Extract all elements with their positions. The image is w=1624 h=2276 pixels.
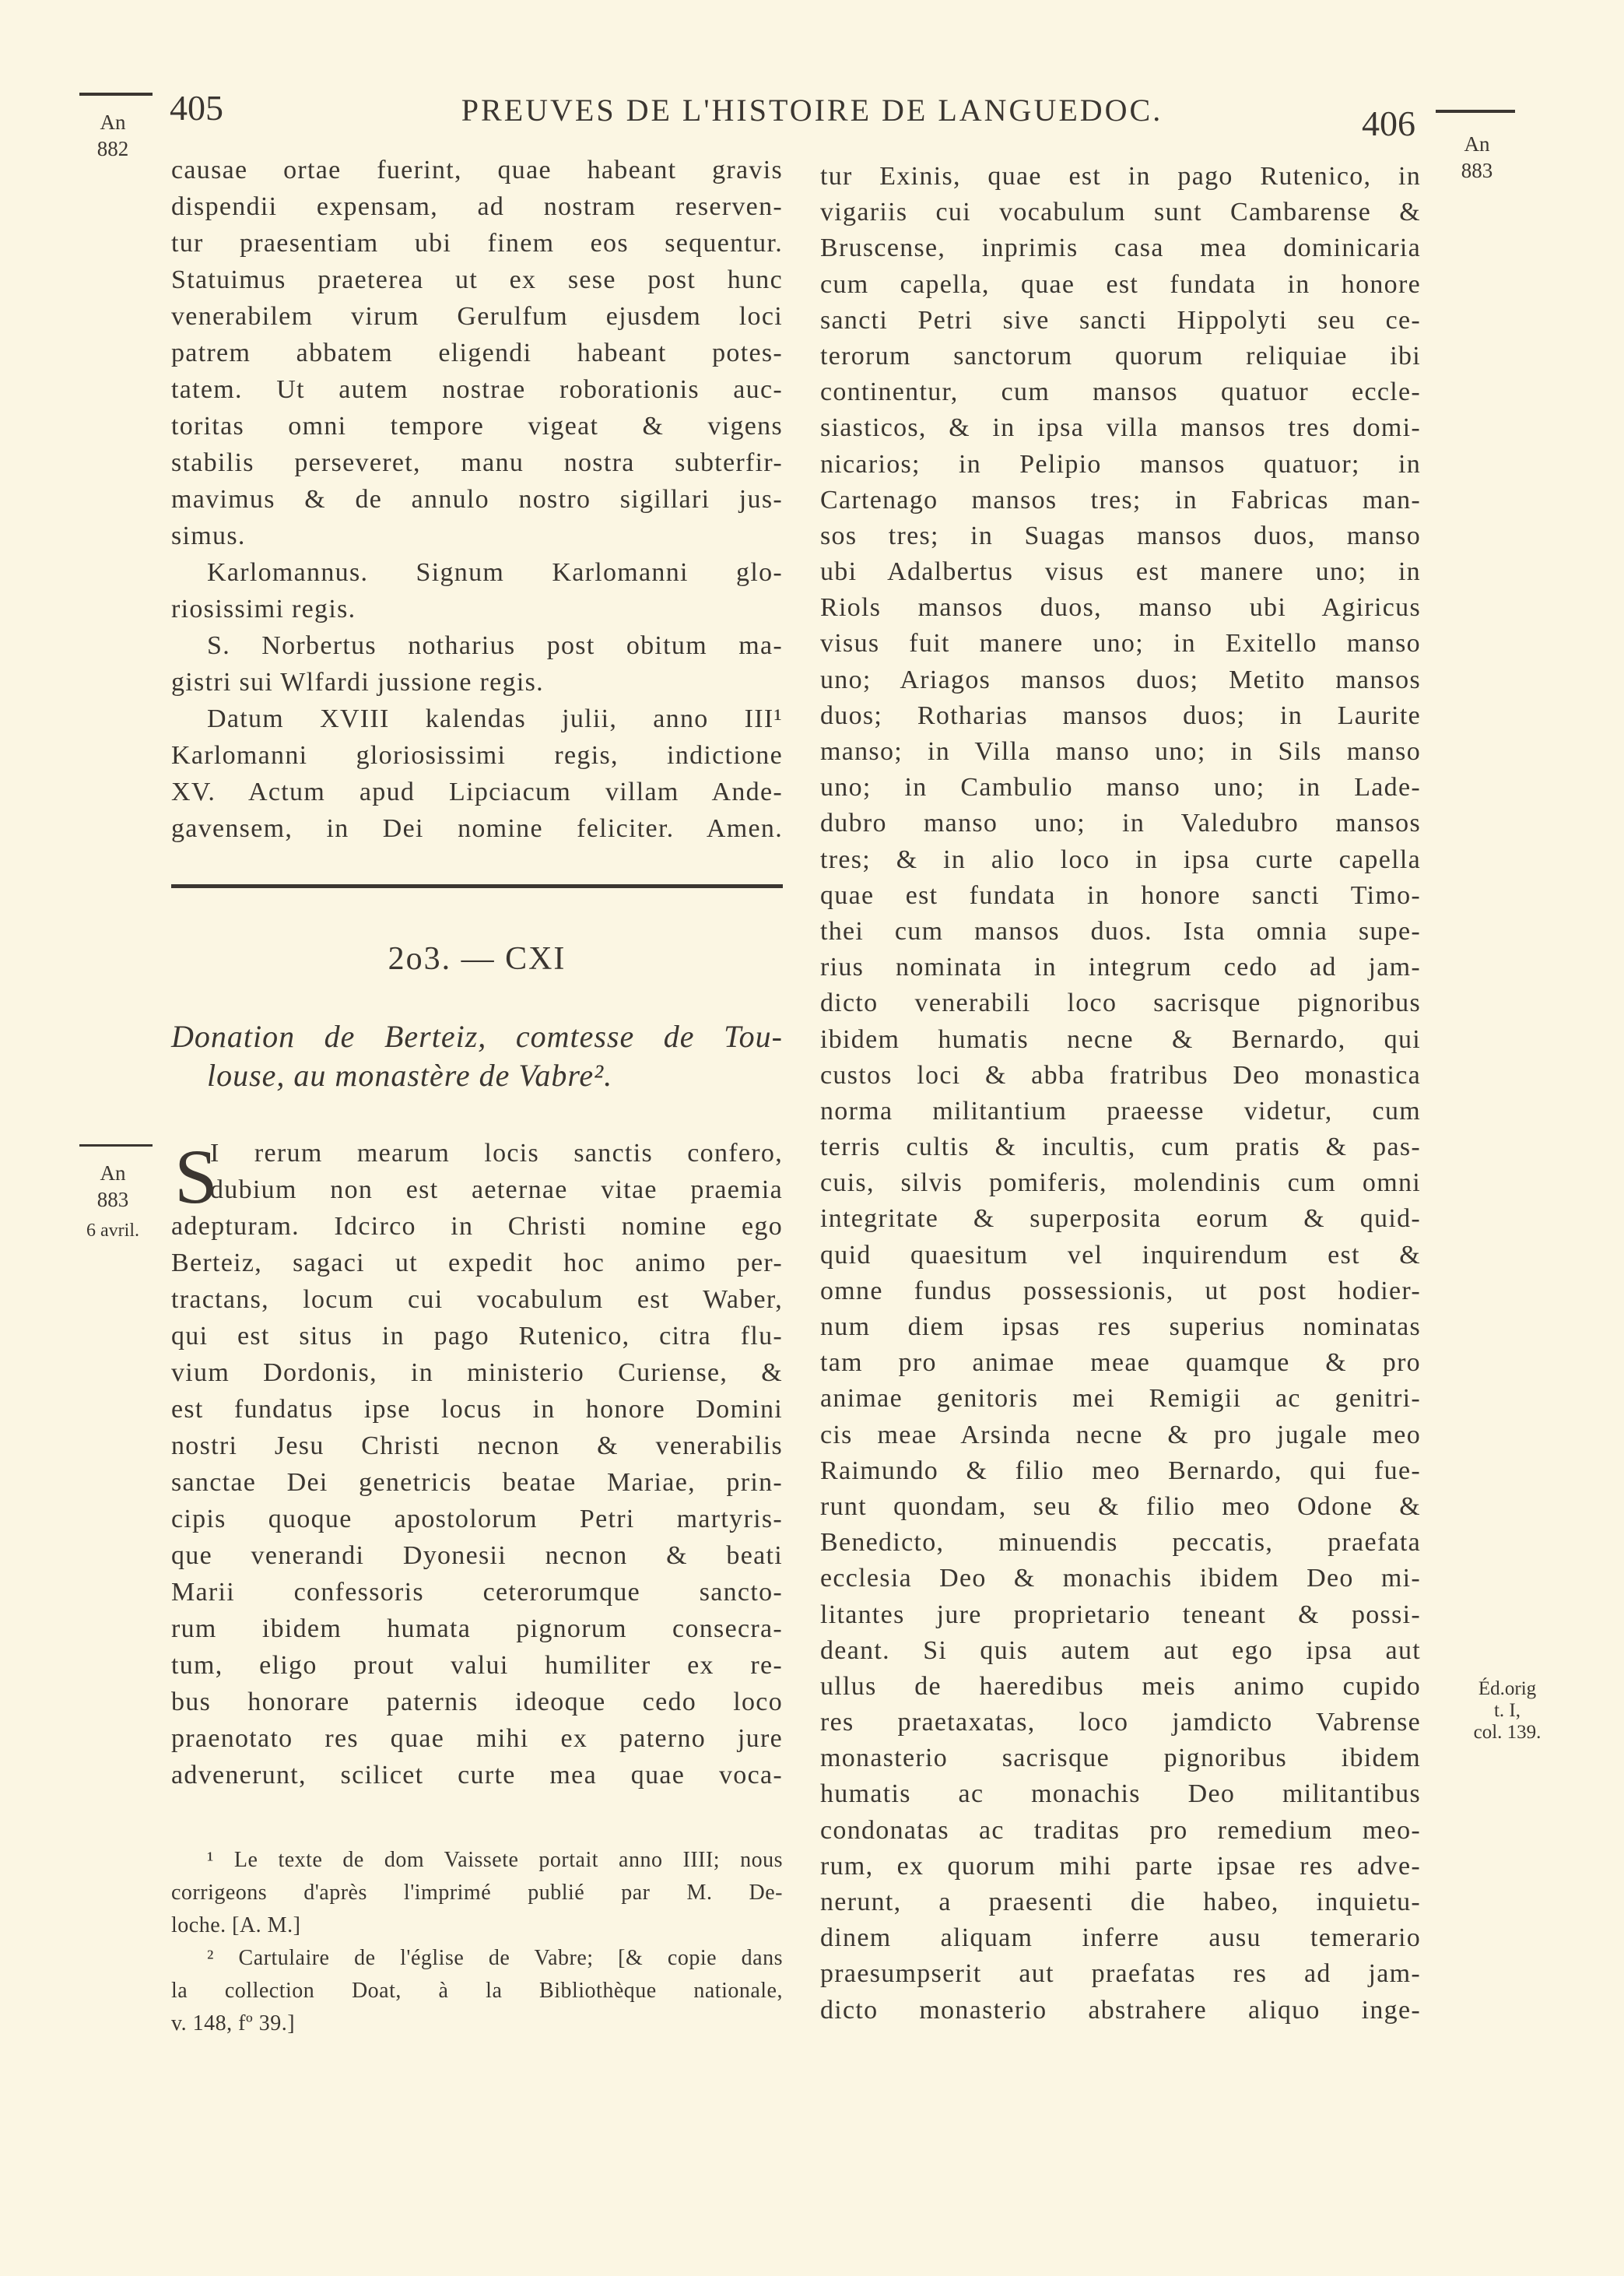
text-line: toritas omni tempore vigeat & vigens bbox=[171, 412, 783, 441]
text-line: gistri sui Wlfardi jussione regis. bbox=[171, 668, 544, 697]
left-column-charter-text bbox=[171, 1135, 783, 1793]
left-page-number: 405 bbox=[170, 88, 223, 128]
charter-number: 2o3. — CXI bbox=[388, 941, 566, 977]
section-divider-rule bbox=[171, 884, 783, 888]
footnote-line: la collection Doat, à la Bibliothèque nationale, bbox=[171, 1979, 783, 2003]
text-line: Cartenago mansos tres; in Fabricas man- bbox=[820, 485, 1421, 515]
text-line: sancti Petri sive sancti Hippolyti seu ce- bbox=[820, 305, 1421, 335]
margin-year: 882 bbox=[96, 137, 129, 160]
edition-column: col. 139. bbox=[1473, 1722, 1542, 1743]
text-line: causae ortae fuerint, quae habeant gravis bbox=[171, 156, 783, 184]
text-line: rius nominata in integrum cedo ad jam- bbox=[820, 953, 1421, 982]
text-line: patrem abbatem eligendi habeant potes- bbox=[171, 339, 783, 367]
text-line: XV. Actum apud Lipciacum villam Ande- bbox=[171, 778, 783, 806]
text-line: mavimus & de annulo nostro sigillari jus- bbox=[171, 485, 783, 514]
drop-cap: S bbox=[174, 1133, 218, 1220]
text-line: tam pro animae meae quamque & pro bbox=[820, 1348, 1421, 1378]
text-line: ibidem humatis necne & Bernardo, qui bbox=[820, 1024, 1421, 1054]
text-line: uno; Ariagos mansos duos; Metito mansos bbox=[820, 665, 1421, 694]
text-line: vium Dordonis, in ministerio Curiense, & bbox=[171, 1358, 783, 1387]
text-line: deant. Si quis autem aut ego ipsa aut bbox=[820, 1635, 1421, 1665]
text-line: integritate & superposita eorum & quid- bbox=[820, 1204, 1421, 1234]
text-line: humatis ac monachis Deo militantibus bbox=[820, 1779, 1421, 1809]
text-line: I rerum mearum locis sanctis confero, bbox=[210, 1139, 783, 1168]
margin-label: An bbox=[100, 111, 126, 134]
text-line: terorum sanctorum quorum reliquiae ibi bbox=[820, 341, 1421, 371]
text-line: ullus de haeredibus meis animo cupido bbox=[820, 1671, 1421, 1701]
margin-year-top-left bbox=[74, 109, 152, 162]
text-line: omne fundus possessionis, ut post hodier- bbox=[820, 1276, 1421, 1305]
text-line: monasterio sacrisque pignoribus ibidem bbox=[820, 1744, 1421, 1773]
text-line: sanctae Dei genetricis beatae Mariae, prin- bbox=[171, 1468, 783, 1497]
text-line: dicto monasterio abstrahere aliquo inge- bbox=[820, 1995, 1421, 2025]
margin-year: 883 bbox=[1461, 159, 1493, 182]
text-line: tatem. Ut autem nostrae roborationis auc- bbox=[171, 375, 783, 404]
left-column-continuation bbox=[171, 152, 783, 847]
text-line: continentur, cum mansos quatuor eccle- bbox=[820, 378, 1421, 407]
text-line: quae est fundata in honore sancti Timo- bbox=[820, 880, 1421, 910]
margin-date: 6 avril. bbox=[86, 1221, 139, 1241]
text-line: qui est situs in pago Rutenico, citra flu- bbox=[171, 1322, 783, 1350]
text-line: Bruscense, inprimis casa mea dominicaria bbox=[820, 234, 1421, 263]
edition-label: Éd.orig bbox=[1478, 1678, 1537, 1699]
text-line: S. Norbertus notharius post obitum ma- bbox=[207, 631, 783, 660]
text-line: dicto venerabili loco sacrisque pignoribus bbox=[820, 989, 1421, 1018]
text-line: dispendii expensam, ad nostram reserven- bbox=[171, 192, 783, 221]
margin-label: An bbox=[1464, 132, 1490, 156]
text-line: rum, ex quorum mihi parte ipsae res adve- bbox=[820, 1851, 1421, 1881]
text-line: que venerandi Dyonesii necnon & beati bbox=[171, 1541, 783, 1570]
text-line: duos; Rotharias mansos duos; in Laurite bbox=[820, 701, 1421, 730]
text-line: cis meae Arsinda necne & pro jugale meo bbox=[820, 1420, 1421, 1449]
charter-title-line-1: Donation de Berteiz, comtesse de Tou- bbox=[171, 1019, 783, 1054]
running-title: PREUVES DE L'HISTOIRE DE LANGUEDOC. bbox=[461, 93, 1163, 128]
text-line: Benedicto, minuendis peccatis, praefata bbox=[820, 1528, 1421, 1558]
margin-year: 883 bbox=[96, 1188, 129, 1211]
text-line: Statuimus praeterea ut ex sese post hunc bbox=[171, 265, 783, 294]
text-line: vigariis cui vocabulum sunt Cambarense & bbox=[820, 198, 1421, 227]
text-line: praesumpserit aut praefatas res ad jam- bbox=[820, 1959, 1421, 1989]
text-line: litantes jure proprietario teneant & possi- bbox=[820, 1600, 1421, 1629]
text-line: terris cultis & incultis, cum pratis & pas- bbox=[820, 1133, 1421, 1162]
text-line: ecclesia Deo & monachis ibidem Deo mi- bbox=[820, 1564, 1421, 1593]
footnote-line: loche. [A. M.] bbox=[171, 1913, 301, 1937]
text-line: dinem aliquam inferre ausu temerario bbox=[820, 1923, 1421, 1953]
right-column-text bbox=[820, 159, 1421, 2028]
text-line: Karlomanni gloriosissimi regis, indictione bbox=[171, 741, 783, 770]
text-line: adepturam. Idcirco in Christi nomine ego bbox=[171, 1212, 783, 1241]
text-line: est fundatus ipse locus in honore Domini bbox=[171, 1395, 783, 1424]
text-line: cuis, silvis pomiferis, molendinis cum omni bbox=[820, 1168, 1421, 1198]
text-line: cipis quoque apostolorum Petri martyris- bbox=[171, 1505, 783, 1533]
text-line: thei cum mansos duos. Ista omnia supe- bbox=[820, 916, 1421, 946]
text-line: Datum XVIII kalendas julii, anno III¹ bbox=[207, 704, 783, 733]
text-line: visus fuit manere uno; in Exitello manso bbox=[820, 629, 1421, 659]
text-line: Raimundo & filio meo Bernardo, qui fue- bbox=[820, 1456, 1421, 1485]
text-line: dubro manso uno; in Valedubro mansos bbox=[820, 809, 1421, 838]
margin-charter-date bbox=[74, 1160, 152, 1244]
text-line: animae genitoris mei Remigii ac genitri- bbox=[820, 1384, 1421, 1414]
footnotes bbox=[171, 1844, 783, 2040]
text-line: sos tres; in Suagas mansos duos, manso bbox=[820, 521, 1421, 550]
text-line: runt quondam, seu & filio meo Odone & bbox=[820, 1491, 1421, 1521]
right-page-number: 406 bbox=[1362, 104, 1415, 143]
margin-label: An bbox=[100, 1161, 126, 1185]
text-line: advenerunt, scilicet curte mea quae voca- bbox=[171, 1761, 783, 1790]
text-line: tur Exinis, quae est in pago Rutenico, in bbox=[820, 162, 1421, 191]
text-line: nostri Jesu Christi necnon & venerabilis bbox=[171, 1431, 783, 1460]
text-line: tum, eligo prout valui humiliter ex re- bbox=[171, 1651, 783, 1680]
text-line: gavensem, in Dei nomine feliciter. Amen. bbox=[171, 814, 783, 843]
text-line: rum ibidem humata pignorum consecra- bbox=[171, 1614, 783, 1643]
text-line: tres; & in alio loco in ipsa curte capella bbox=[820, 845, 1421, 874]
margin-year-top-right bbox=[1438, 131, 1516, 184]
charter-margin-rule bbox=[79, 1144, 153, 1147]
text-line: Karlomannus. Signum Karlomanni glo- bbox=[207, 558, 783, 587]
text-line: Marii confessoris ceterorumque sancto- bbox=[171, 1578, 783, 1607]
footnote-line: ¹ Le texte de dom Vaissete portait anno IIII; nous bbox=[207, 1848, 783, 1872]
text-line: nerunt, a praesenti die habeo, inquietu- bbox=[820, 1888, 1421, 1916]
footnote-line: ² Cartulaire de l'église de Vabre; [& copie dans bbox=[207, 1946, 783, 1970]
text-line: tractans, locum cui vocabulum est Waber, bbox=[171, 1285, 783, 1314]
text-line: stabilis perseveret, manu nostra subterfir- bbox=[171, 448, 783, 477]
text-line: manso; in Villa manso uno; in Sils manso bbox=[820, 737, 1421, 766]
text-line: tur praesentiam ubi finem eos sequentur. bbox=[171, 229, 783, 258]
text-line: dubium non est aeternae vitae praemia bbox=[210, 1175, 783, 1204]
text-line: bus honorare paternis ideoque cedo loco bbox=[171, 1688, 783, 1716]
text-line: norma militantium praeesse videtur, cum bbox=[820, 1096, 1421, 1126]
text-line: siasticos, & in ipsa villa mansos tres domi- bbox=[820, 413, 1421, 443]
text-line: condonatas ac traditas pro remedium meo- bbox=[820, 1815, 1421, 1845]
text-line: praenotato res quae mihi ex paterno jure bbox=[171, 1724, 783, 1753]
text-line: custos loci & abba fratribus Deo monastica bbox=[820, 1060, 1421, 1090]
text-line: res praetaxatas, loco jamdicto Vabrense bbox=[820, 1708, 1421, 1737]
text-line: cum capella, quae est fundata in honore bbox=[820, 269, 1421, 299]
charter-title-line-2: louse, au monastère de Vabre². bbox=[207, 1058, 613, 1093]
text-line: riosissimi regis. bbox=[171, 595, 356, 623]
footnote-line: corrigeons d'après l'imprimé publié par M. De- bbox=[171, 1881, 783, 1905]
text-line: num diem ipsas res superius nominatas bbox=[820, 1312, 1421, 1341]
edition-volume: t. I, bbox=[1493, 1700, 1521, 1721]
text-line: venerabilem virum Gerulfum ejusdem loci bbox=[171, 302, 783, 331]
text-line: Riols mansos duos, manso ubi Agiricus bbox=[820, 593, 1421, 623]
text-line: nicarios; in Pelipio mansos quatuor; in bbox=[820, 449, 1421, 479]
footnote-line: v. 148, fº 39.] bbox=[171, 2011, 296, 2035]
text-line: uno; in Cambulio manso uno; in Lade- bbox=[820, 773, 1421, 803]
text-line: Berteiz, sagaci ut expedit hoc animo per- bbox=[171, 1249, 783, 1277]
margin-edition-reference bbox=[1464, 1678, 1550, 1744]
text-line: ubi Adalbertus visus est manere uno; in bbox=[820, 557, 1421, 587]
text-line: simus. bbox=[171, 522, 246, 550]
text-line: quid quaesitum vel inquirendum est & bbox=[820, 1240, 1421, 1270]
